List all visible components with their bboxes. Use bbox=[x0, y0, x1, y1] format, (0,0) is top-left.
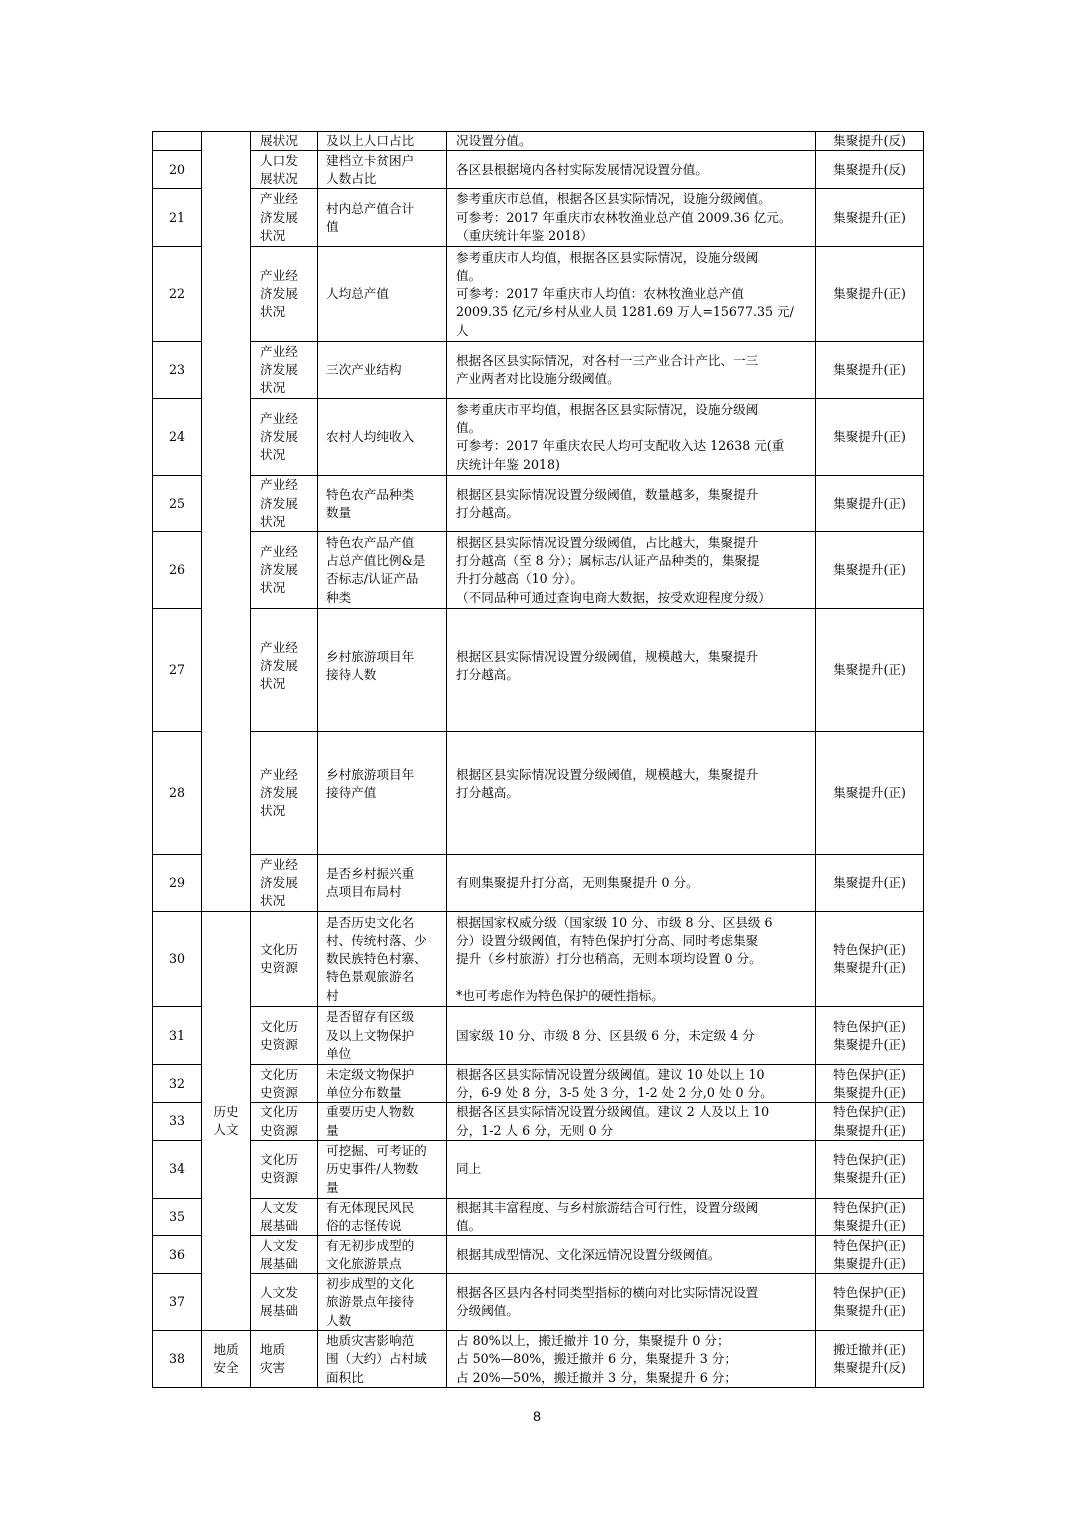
subcategory-cell: 产业经 济发展 状况 bbox=[251, 247, 318, 342]
description-cell bbox=[447, 1274, 816, 1331]
cell-line: 人 bbox=[456, 322, 469, 338]
direction-cell bbox=[816, 132, 924, 151]
indicator-cell bbox=[318, 1236, 447, 1274]
cell-line: 值 bbox=[326, 218, 339, 234]
cell-line: 特色农产品产值 bbox=[326, 534, 415, 550]
subcategory-cell: 展状况 bbox=[251, 132, 318, 151]
indicator-cell bbox=[318, 151, 447, 189]
indicator-cell bbox=[318, 247, 447, 342]
cell-line: 旅游景点年接待 bbox=[326, 1294, 415, 1310]
cell-line: 分，6-9 处 8 分，3-5 处 3 分，1-2 处 2 分,0 处 0 分。 bbox=[456, 1084, 773, 1100]
direction-cell bbox=[816, 342, 924, 399]
row-number: 23 bbox=[153, 342, 202, 399]
indicator-cell bbox=[318, 532, 447, 609]
row-number: 24 bbox=[153, 399, 202, 476]
cell-line: 集聚提升(反) bbox=[833, 161, 906, 177]
cell-line: 特色保护(正) bbox=[833, 942, 906, 957]
cell-line: 2009.35 亿元/乡村从业人员 1281.69 万人=15677.35 元/ bbox=[456, 304, 794, 320]
cell-line: 集聚提升(正) bbox=[833, 875, 906, 891]
subcategory-cell: 文化历 史资源 bbox=[251, 1065, 318, 1103]
cell-line: 打分越高（至 8 分）；属标志/认证产品种类的，集聚提 bbox=[456, 553, 760, 568]
direction-cell bbox=[816, 151, 924, 189]
description-cell bbox=[447, 1065, 816, 1103]
table-row bbox=[153, 1331, 924, 1388]
direction-cell bbox=[816, 1331, 924, 1388]
cell-line: 特色保护(正) bbox=[833, 1285, 906, 1301]
cell-line: 同上 bbox=[456, 1161, 482, 1177]
cell-line: 建档立卡贫困户 bbox=[326, 152, 415, 168]
table-row bbox=[153, 189, 924, 247]
cell-line: 升打分越高（10 分）。 bbox=[456, 571, 584, 587]
cell-line: 占 20%—50%，搬迁撤并 3 分，集聚提升 6 分； bbox=[456, 1369, 737, 1385]
cell-line: 数民族特色村寨、 bbox=[326, 951, 427, 967]
cell-line: 可参考：2017 年重庆市农林牧渔业总产值 2009.36 亿元。 bbox=[456, 209, 792, 225]
direction-cell bbox=[816, 1103, 924, 1141]
description-cell bbox=[447, 1140, 816, 1198]
description-cell bbox=[447, 247, 816, 342]
direction-cell bbox=[816, 609, 924, 732]
indicator-cell bbox=[318, 732, 447, 855]
cell-line: 俗的志怪传说 bbox=[326, 1218, 402, 1234]
cell-line: 况设置分值。 bbox=[456, 133, 532, 148]
direction-cell bbox=[816, 1236, 924, 1274]
indicator-table bbox=[152, 131, 924, 1388]
description-cell bbox=[447, 342, 816, 399]
table-row bbox=[153, 609, 924, 732]
cell-line: 特色保护(正) bbox=[833, 1104, 906, 1120]
cell-line: 单位分布数量 bbox=[326, 1084, 402, 1100]
cell-line: 地质灾害影响范 bbox=[326, 1333, 415, 1349]
indicator-cell bbox=[318, 342, 447, 399]
cell-line: 占总产值比例&是 bbox=[326, 553, 426, 568]
subcategory-cell: 产业经 济发展 状况 bbox=[251, 189, 318, 247]
description-cell bbox=[447, 399, 816, 476]
cell-line: 根据区县实际情况设置分级阈值，占比越大，集聚提升 bbox=[456, 534, 759, 550]
cell-line: 量 bbox=[326, 1122, 339, 1138]
indicator-cell bbox=[318, 1198, 447, 1236]
indicator-cell bbox=[318, 476, 447, 532]
cell-line: 特色景观旅游名 bbox=[326, 969, 415, 985]
cell-line: 集聚提升(正) bbox=[833, 1036, 906, 1052]
row-number: 27 bbox=[153, 609, 202, 732]
indicator-cell bbox=[318, 1331, 447, 1388]
cell-line: 接待人数 bbox=[326, 667, 377, 683]
table-row bbox=[153, 532, 924, 609]
cell-line: 是否留存有区级 bbox=[326, 1009, 415, 1025]
cell-line: 农村人均纯收入 bbox=[326, 429, 415, 445]
cell-line: （不同品种可通过查询电商大数据，按受欢迎程度分级） bbox=[456, 589, 771, 605]
row-number: 38 bbox=[153, 1331, 202, 1388]
cell-line: 占 50%—80%，搬迁撤并 6 分，集聚提升 3 分； bbox=[456, 1351, 737, 1367]
cell-line: 庆统计年鉴 2018) bbox=[456, 456, 560, 472]
direction-cell bbox=[816, 1065, 924, 1103]
subcategory-cell: 人口发 展状况 bbox=[251, 151, 318, 189]
cell-line: 国家级 10 分、市级 8 分、区县级 6 分，未定级 4 分 bbox=[456, 1027, 755, 1043]
description-cell bbox=[447, 1236, 816, 1274]
row-number: 35 bbox=[153, 1198, 202, 1236]
cell-line: 单位 bbox=[326, 1045, 352, 1061]
cell-line: 占 80%以上，搬迁撤并 10 分，集聚提升 0 分； bbox=[456, 1333, 730, 1349]
subcategory-cell: 产业经 济发展 状况 bbox=[251, 532, 318, 609]
cell-line: *也可考虑作为特色保护的硬性指标。 bbox=[456, 987, 664, 1003]
table-row bbox=[153, 1140, 924, 1198]
cell-line: 村内总产值合计 bbox=[326, 200, 415, 216]
cell-line: 值。 bbox=[456, 420, 482, 435]
cell-line: 集聚提升(正) bbox=[833, 286, 906, 302]
indicator-cell bbox=[318, 855, 447, 912]
direction-cell bbox=[816, 399, 924, 476]
cell-line: 乡村旅游项目年 bbox=[326, 767, 415, 782]
cell-line: 量 bbox=[326, 1179, 339, 1195]
cell-line: 人均总产值 bbox=[326, 286, 389, 302]
indicator-cell bbox=[318, 1274, 447, 1331]
row-number: 21 bbox=[153, 189, 202, 247]
cell-line: 值。 bbox=[456, 1218, 482, 1234]
cell-line: 特色保护(正) bbox=[833, 1199, 906, 1215]
cell-line: 分，1-2 人 6 分，无则 0 分 bbox=[456, 1122, 614, 1138]
cell-line: （重庆统计年鉴 2018） bbox=[456, 227, 593, 243]
cell-line: 否标志/认证产品 bbox=[326, 571, 419, 587]
cell-line: 根据区县实际情况设置分级阈值，规模越大，集聚提升 bbox=[456, 767, 759, 782]
cell-line: 集聚提升(正) bbox=[833, 362, 906, 378]
category-cell-economy bbox=[202, 132, 251, 912]
cell-line: 特色农产品种类 bbox=[326, 486, 415, 502]
table-row bbox=[153, 912, 924, 1007]
table-row bbox=[153, 247, 924, 342]
table-row bbox=[153, 732, 924, 855]
row-number: 26 bbox=[153, 532, 202, 609]
cell-line: 集聚提升(正) bbox=[833, 495, 906, 511]
description-cell bbox=[447, 1198, 816, 1236]
category-cell-history: 历史 人文 bbox=[202, 912, 251, 1331]
subcategory-cell: 产业经 济发展 状况 bbox=[251, 476, 318, 532]
description-cell bbox=[447, 532, 816, 609]
cell-line: 各区县根据境内各村实际发展情况设置分值。 bbox=[456, 161, 708, 177]
cell-line: 集聚提升(正) bbox=[833, 1255, 906, 1271]
cell-line: 重要历史人物数 bbox=[326, 1104, 415, 1120]
cell-line: 三次产业结构 bbox=[326, 362, 402, 378]
cell-line: 未定级文物保护 bbox=[326, 1066, 415, 1082]
description-cell bbox=[447, 609, 816, 732]
cell-line: 根据各区县实际情况设置分级阈值。建议 10 处以上 10 bbox=[456, 1066, 765, 1082]
indicator-cell bbox=[318, 189, 447, 247]
cell-line: 村、传统村落、少 bbox=[326, 932, 427, 948]
cell-line: 根据国家权威分级（国家级 10 分、市级 8 分、区县级 6 bbox=[456, 914, 773, 930]
subcategory-cell: 人文发 展基础 bbox=[251, 1236, 318, 1274]
direction-cell bbox=[816, 532, 924, 609]
cell-line: 打分越高。 bbox=[456, 504, 519, 520]
cell-line: 是否乡村振兴重 bbox=[326, 866, 415, 881]
table-row bbox=[153, 1007, 924, 1065]
cell-line: 村 bbox=[326, 987, 339, 1003]
description-cell bbox=[447, 1331, 816, 1388]
row-number: 36 bbox=[153, 1236, 202, 1274]
cell-line: 打分越高。 bbox=[456, 785, 519, 801]
cell-line: 分级阈值。 bbox=[456, 1303, 519, 1319]
cell-line: 集聚提升(正) bbox=[833, 1084, 906, 1100]
description-cell bbox=[447, 912, 816, 1007]
subcategory-cell: 文化历 史资源 bbox=[251, 1140, 318, 1198]
direction-cell bbox=[816, 1007, 924, 1065]
subcategory-cell: 产业经 济发展 状况 bbox=[251, 609, 318, 732]
description-cell bbox=[447, 732, 816, 855]
cell-line: 面积比 bbox=[326, 1369, 364, 1385]
row-number: 30 bbox=[153, 912, 202, 1007]
description-cell bbox=[447, 1103, 816, 1141]
subcategory-cell: 文化历 史资源 bbox=[251, 1103, 318, 1141]
cell-line: 历史事件/人物数 bbox=[326, 1161, 419, 1177]
cell-line: 集聚提升(正) bbox=[833, 429, 906, 445]
cell-line: 可挖掘、可考证的 bbox=[326, 1142, 427, 1158]
cell-line: 根据其成型情况、文化深远情况设置分级阈值。 bbox=[456, 1246, 721, 1262]
cell-line: 特色保护(正) bbox=[833, 1066, 906, 1082]
cell-line: 集聚提升(正) bbox=[833, 1218, 906, 1234]
page-number: 8 bbox=[533, 1408, 541, 1424]
cell-line: 根据其丰富程度、与乡村旅游结合可行性，设置分级阈 bbox=[456, 1199, 759, 1215]
table-row bbox=[153, 342, 924, 399]
row-number: 29 bbox=[153, 855, 202, 912]
row-number: 32 bbox=[153, 1065, 202, 1103]
cell-line: 初步成型的文化 bbox=[326, 1276, 415, 1292]
direction-cell bbox=[816, 732, 924, 855]
row-number: 25 bbox=[153, 476, 202, 532]
description-cell bbox=[447, 151, 816, 189]
subcategory-cell: 人文发 展基础 bbox=[251, 1274, 318, 1331]
subcategory-cell: 文化历 史资源 bbox=[251, 1007, 318, 1065]
cell-line: 乡村旅游项目年 bbox=[326, 649, 415, 664]
cell-line: 值。 bbox=[456, 267, 482, 283]
cell-line: 可参考：2017 年重庆市人均值：农林牧渔业总产值 bbox=[456, 286, 744, 302]
table-row bbox=[153, 1103, 924, 1141]
cell-line: 文化旅游景点 bbox=[326, 1255, 402, 1271]
cell-line: 提升（乡村旅游）打分也稍高，无则本项均设置 0 分。 bbox=[456, 951, 762, 967]
cell-line: 根据各区县内各村同类型指标的横向对比实际情况设置 bbox=[456, 1285, 759, 1301]
cell-line bbox=[456, 968, 811, 986]
cell-line: 有无初步成型的 bbox=[326, 1237, 415, 1253]
table-row bbox=[153, 476, 924, 532]
row-number: 37 bbox=[153, 1274, 202, 1331]
direction-cell bbox=[816, 189, 924, 247]
cell-line: 根据各区县实际情况设置分级阈值。建议 2 人及以上 10 bbox=[456, 1104, 770, 1120]
cell-line: 根据区县实际情况设置分级阈值，数量越多，集聚提升 bbox=[456, 486, 759, 502]
table-row bbox=[153, 1274, 924, 1331]
row-number: 33 bbox=[153, 1103, 202, 1141]
description-cell bbox=[447, 189, 816, 247]
indicator-cell bbox=[318, 1140, 447, 1198]
table-row bbox=[153, 399, 924, 476]
cell-line: 特色保护(正) bbox=[833, 1237, 906, 1253]
indicator-cell bbox=[318, 1007, 447, 1065]
cell-line: 集聚提升(正) bbox=[833, 209, 906, 225]
cell-line: 人数 bbox=[326, 1312, 352, 1328]
subcategory-cell: 产业经 济发展 状况 bbox=[251, 732, 318, 855]
indicator-cell bbox=[318, 399, 447, 476]
row-number: 20 bbox=[153, 151, 202, 189]
subcategory-cell: 产业经 济发展 状况 bbox=[251, 342, 318, 399]
cell-line: 及以上人口占比 bbox=[326, 133, 415, 148]
subcategory-cell: 人文发 展基础 bbox=[251, 1198, 318, 1236]
cell-line: 集聚提升(正) bbox=[833, 1303, 906, 1319]
direction-cell bbox=[816, 855, 924, 912]
cell-line: 根据各区县实际情况，对各村一三产业合计产比、一三 bbox=[456, 353, 759, 368]
row-number: 28 bbox=[153, 732, 202, 855]
table-row bbox=[153, 132, 924, 151]
cell-line: 人数占比 bbox=[326, 170, 377, 186]
indicator-cell bbox=[318, 912, 447, 1007]
subcategory-cell: 产业经 济发展 状况 bbox=[251, 855, 318, 912]
cell-line: 特色保护(正) bbox=[833, 1152, 906, 1168]
cell-line: 特色保护(正) bbox=[833, 1018, 906, 1034]
cell-line: 参考重庆市总值，根据各区县实际情况，设施分级阈值。 bbox=[456, 191, 771, 207]
description-cell bbox=[447, 855, 816, 912]
cell-line: 集聚提升(正) bbox=[833, 1170, 906, 1186]
cell-line: 产业两者对比设施分级阈值。 bbox=[456, 371, 620, 387]
row-number: 31 bbox=[153, 1007, 202, 1065]
indicator-cell bbox=[318, 609, 447, 732]
description-cell bbox=[447, 1007, 816, 1065]
cell-line: 围（大约）占村域 bbox=[326, 1351, 427, 1367]
cell-line: 数量 bbox=[326, 504, 352, 520]
cell-line: 接待产值 bbox=[326, 785, 377, 801]
direction-cell bbox=[816, 912, 924, 1007]
cell-line: 集聚提升(反) bbox=[833, 133, 906, 148]
cell-line: 参考重庆市平均值，根据各区县实际情况，设施分级阈 bbox=[456, 401, 759, 417]
cell-line: 点项目布局村 bbox=[326, 884, 402, 900]
indicator-cell bbox=[318, 132, 447, 151]
row-number: 22 bbox=[153, 247, 202, 342]
indicator-cell bbox=[318, 1065, 447, 1103]
cell-line: 打分越高。 bbox=[456, 667, 519, 683]
cell-line: 集聚提升(正) bbox=[833, 1122, 906, 1138]
cell-line: 集聚提升(正) bbox=[833, 662, 906, 678]
subcategory-cell: 产业经 济发展 状况 bbox=[251, 399, 318, 476]
cell-line: 集聚提升(反) bbox=[833, 1360, 906, 1376]
cell-line: 搬迁撤并(正) bbox=[833, 1342, 906, 1358]
row-number bbox=[153, 132, 202, 151]
cell-line: 及以上文物保护 bbox=[326, 1027, 415, 1043]
cell-line: 有则集聚提升打分高，无则集聚提升 0 分。 bbox=[456, 875, 699, 891]
cell-line: 可参考：2017 年重庆农民人均可支配收入达 12638 元(重 bbox=[456, 438, 785, 454]
direction-cell bbox=[816, 1274, 924, 1331]
cell-line: 是否历史文化名 bbox=[326, 914, 415, 930]
cell-line: 根据区县实际情况设置分级阈值，规模越大，集聚提升 bbox=[456, 649, 759, 664]
table-row bbox=[153, 1198, 924, 1236]
table-row bbox=[153, 1236, 924, 1274]
cell-line: 集聚提升(正) bbox=[833, 785, 906, 801]
indicator-cell bbox=[318, 1103, 447, 1141]
subcategory-cell: 地质 灾害 bbox=[251, 1331, 318, 1388]
cell-line: 集聚提升(正) bbox=[833, 562, 906, 578]
table-row bbox=[153, 151, 924, 189]
direction-cell bbox=[816, 1198, 924, 1236]
category-cell-geo: 地质 安全 bbox=[202, 1331, 251, 1388]
description-cell bbox=[447, 132, 816, 151]
cell-line: 分）设置分级阈值，有特色保护打分高、同时考虑集聚 bbox=[456, 932, 759, 948]
table-row bbox=[153, 1065, 924, 1103]
subcategory-cell: 文化历 史资源 bbox=[251, 912, 318, 1007]
direction-cell bbox=[816, 1140, 924, 1198]
cell-line: 种类 bbox=[326, 589, 352, 605]
cell-line: 参考重庆市人均值，根据各区县实际情况，设施分级阈 bbox=[456, 249, 759, 265]
description-cell bbox=[447, 476, 816, 532]
direction-cell bbox=[816, 476, 924, 532]
row-number: 34 bbox=[153, 1140, 202, 1198]
cell-line: 集聚提升(正) bbox=[833, 960, 906, 976]
table-row bbox=[153, 855, 924, 912]
direction-cell bbox=[816, 247, 924, 342]
cell-line: 有无体现民风民 bbox=[326, 1199, 415, 1215]
